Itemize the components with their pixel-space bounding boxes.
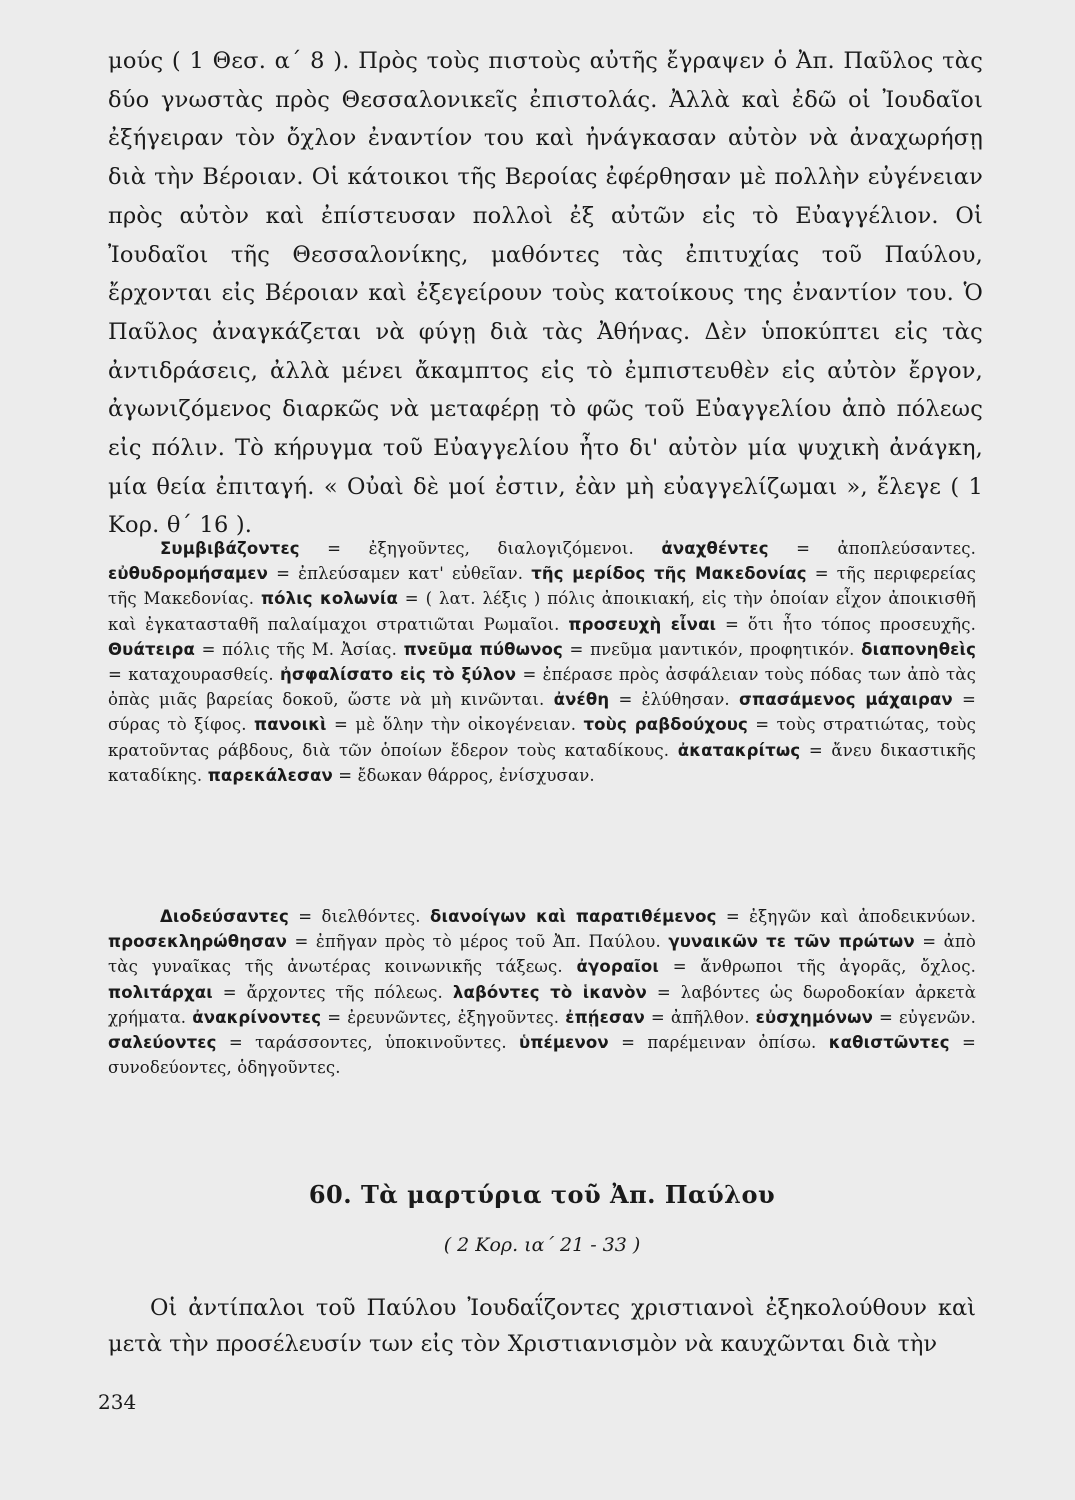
glossary-term: ἠσφαλίσατο εἰς τὸ ξύλον <box>279 665 517 685</box>
glossary-definition: διελθόντες. <box>321 907 421 926</box>
glossary-term: Διοδεύσαντες <box>160 907 289 926</box>
glossary-definition: ἐπῆγαν πρὸς τὸ μέρος τοῦ Ἀπ. Παύλου. <box>315 932 661 952</box>
glossary-term: διαπονηθεὶς <box>861 639 977 659</box>
section-paragraph: Οἱ ἀντίπαλοι τοῦ Παύλου Ἰουδαΐζοντες χριστιανοὶ ἐξηκολούθουν καὶ μετὰ τὴν προσέλευσίν των εἰς τὸν Χριστιανισμὸν νὰ καυχῶνται διὰ τὴν <box>108 1295 976 1357</box>
glossary-term: ἀγοραῖοι <box>576 957 659 977</box>
glossary-definition: πόλις τῆς Μ. Ἀσίας. <box>222 639 397 659</box>
glossary-term: ἀναχθέντες <box>661 539 769 558</box>
glossary-definition: τῆς περιφερείας τῆς Μακεδονίας. <box>108 564 976 609</box>
glossary-definition: ἀπῆλθον. <box>670 1007 750 1027</box>
glossary-definition: ταράσσοντες, ὑποκινοῦντες. <box>255 1033 507 1053</box>
glossary-definition: ἐξηγοῦντες, διαλογιζόμενοι. <box>368 539 634 558</box>
glossary-entry: πόλις κολωνία = ( λατ. λέξις ) πόλις ἀποικιακή, εἰς τὴν ὁποίαν εἶχον ἀποικισθῆ καὶ ἐγκατασταθῆ παλαίμαχοι στρατιῶται Ρωμαῖοι. <box>108 589 977 634</box>
glossary-term: εὐθυδρομήσαμεν <box>108 564 269 584</box>
glossary-definition: παρέμειναν ὀπίσω. <box>647 1033 817 1053</box>
glossary-entry: διαπονηθεὶς = καταχουρασθείς. <box>108 639 977 685</box>
glossary-entry: Διοδεύσαντες = διελθόντες. <box>160 907 421 926</box>
glossary-definition: εὐγενῶν. <box>899 1007 976 1027</box>
glossary-definition: ἀποπλεύσαντες. <box>837 539 976 558</box>
glossary-entry: ἀγοραῖοι = ἄνθρωποι τῆς ἀγορᾶς, ὄχλος. <box>576 957 976 977</box>
glossary-term: τῆς μερίδος τῆς Μακεδονίας <box>531 564 807 584</box>
glossary-term: πόλις κολωνία <box>260 589 398 609</box>
glossary-definition: συνοδεύοντες, ὁδηγοῦντες. <box>108 1058 341 1078</box>
glossary-term: παρεκάλεσαν <box>207 765 333 785</box>
section-heading: 60. Τὰ μαρτύρια τοῦ Ἀπ. Παύλου <box>308 1180 776 1209</box>
glossary-term: γυναικῶν τε τῶν πρώτων <box>668 932 915 952</box>
glossary-term: σπασάμενος μάχαιραν <box>739 690 953 710</box>
section-reference: ( 2 Κορ. ια΄ 21 - 33 ) <box>443 1234 641 1256</box>
glossary-term: καθιστῶντες <box>828 1033 950 1053</box>
glossary-entry: τῆς μερίδος τῆς Μακεδονίας = τῆς περιφερείας τῆς Μακεδονίας. <box>108 564 976 609</box>
glossary-entry: καθιστῶντες = συνοδεύοντες, ὁδηγοῦντες. <box>108 1033 977 1078</box>
glossary-term: Θυάτειρα <box>108 639 195 659</box>
glossary-term: σαλεύοντες <box>108 1033 217 1053</box>
glossary-entry: ἀνέθη = ἐλύθησαν. <box>553 690 730 710</box>
glossary-term: προσεκληρώθησαν <box>108 932 288 952</box>
glossary-term: Συμβιβάζοντες <box>160 539 300 558</box>
glossary-definition: σύρας τὸ ξίφος. <box>108 715 247 735</box>
glossary-entry: πανοικὶ = μὲ ὅλην τὴν οἰκογένειαν. <box>254 715 577 735</box>
glossary-definition: πνεῦμα μαντικόν, προφητικόν. <box>590 639 855 659</box>
glossary-entry: προσεκληρώθησαν = ἐπῆγαν πρὸς τὸ μέρος τοῦ Ἀπ. Παύλου. <box>108 932 661 952</box>
glossary-entry: σαλεύοντες = ταράσσοντες, ὑποκινοῦντες. <box>108 1033 507 1053</box>
page-number: 234 <box>98 1390 137 1414</box>
glossary-term: πολιτάρχαι <box>108 982 213 1002</box>
glossary-definition: ἐξηγῶν καὶ ἀποδεικνύων. <box>749 907 976 926</box>
glossary-entry: ἀναχθέντες = ἀποπλεύσαντες. <box>661 539 976 558</box>
glossary-definition: ἐλύθησαν. <box>641 690 730 710</box>
glossary-entry: παρεκάλεσαν = ἔδωκαν θάρρος, ἐνίσχυσαν. <box>207 765 595 785</box>
glossary-term: ἀκατακρίτως <box>677 740 801 760</box>
glossary-entry: τοὺς ραβδούχους = τοὺς στρατιώτας, τοὺς κρατοῦντας ράβδους, διὰ τῶν ὁποίων ἔδερον τοὺς καταδίκους. <box>108 715 976 760</box>
glossary-definition: ἄρχοντες τῆς πόλεως. <box>246 982 443 1002</box>
main-paragraph: μούς ( 1 Θεσ. α΄ 8 ). Πρὸς τοὺς πιστοὺς αὐτῆς ἔγραψεν ὁ Ἀπ. Παῦλος τὰς δύο γνωστὰς πρὸς Θεσσαλονικεῖς ἐπιστολάς. Ἀλλὰ καὶ ἐδῶ οἱ Ἰουδαῖοι ἐξήγειραν τὸν ὄχλον ἐναντίον του καὶ ἠνάγκασαν αὐτὸν νὰ ἀναχωρήσῃ διὰ τὴν Βέροιαν. Οἱ κάτοικοι τῆς Βεροίας ἐφέρθησαν μὲ πολλὴν εὐγένειαν πρὸς αὐτὸν καὶ ἐπίστευσαν πολλοὶ ἐξ αὐτῶν εἰς τὸ Εὐαγγέλιον. Οἱ Ἰουδαῖοι τῆς Θεσσαλονίκης, μαθόντες τὰς ἐπιτυχίας τοῦ Παύλου, ἔρχονται εἰς Βέροιαν καὶ ἐξεγείρουν τοὺς κατοίκους της ἐναντίον του. Ὁ Παῦλος ἀναγκάζεται νὰ φύγῃ διὰ τὰς Ἀθήνας. Δὲν ὑποκύπτει εἰς τὰς ἀντιδράσεις, ἀλλὰ μένει ἄκαμπτος εἰς τὸ ἐμπιστευθὲν εἰς αὐτὸν ἔργον, ἀγωνιζόμενος διαρκῶς νὰ μεταφέρῃ τὸ φῶς τοῦ Εὐαγγελίου ἀπὸ πόλεως εἰς πόλιν. Τὸ κήρυγμα τοῦ Εὐαγγελίου ἦτο δι' αὐτὸν μία ψυχικὴ ἀνάγκη, μία θεία ἐπιταγή. « Οὐαὶ δὲ μοί ἐστιν, ἐὰν μὴ εὐαγγελίζωμαι », ἔλεγε ( 1 Κορ. θ΄ 16 ). <box>108 48 983 539</box>
glossary-definition: ἐπέρασε πρὸς ἀσφάλειαν τοὺς πόδας των ἀπὸ τὰς ὀπὰς μιᾶς βαρείας δοκοῦ, ὥστε νὰ μὴ κινῶνται. <box>108 665 976 710</box>
glossary-entry: Θυάτειρα = πόλις τῆς Μ. Ἀσίας. <box>108 639 397 659</box>
glossary-entry: ἀκατακρίτως = ἄνευ δικαστικῆς καταδίκης. <box>108 740 976 785</box>
glossary-entry: γυναικῶν τε τῶν πρώτων = ἀπὸ τὰς γυναῖκας τῆς ἀνωτέρας κοινωνικῆς τάξεως. <box>108 932 977 977</box>
glossary-definition: τοὺς στρατιώτας, τοὺς κρατοῦντας ράβδους, διὰ τῶν ὁποίων ἔδερον τοὺς καταδίκους. <box>108 715 976 760</box>
glossary-block-2 <box>108 904 976 1080</box>
glossary-entry: ὑπέμενον = παρέμειναν ὀπίσω. <box>519 1033 817 1053</box>
glossary-entry: ἠσφαλίσατο εἰς τὸ ξύλον = ἐπέρασε πρὸς ἀσφάλειαν τοὺς πόδας των ἀπὸ τὰς ὀπὰς μιᾶς βαρείας δοκοῦ, ὥστε νὰ μὴ κινῶνται. <box>108 665 976 710</box>
glossary-definition: ἐρευνῶντες, ἐξηγοῦντες. <box>347 1007 560 1027</box>
glossary-term: προσευχὴ εἶναι <box>568 614 717 634</box>
glossary-definition: ( λατ. λέξις ) πόλις ἀποικιακή, εἰς τὴν ὁποίαν εἶχον ἀποικισθῆ καὶ ἐγκατασταθῆ παλαίμαχοι στρατιῶται Ρωμαῖοι. <box>108 589 977 634</box>
glossary-definition: μὲ ὅλην τὴν οἰκογένειαν. <box>355 715 577 735</box>
glossary-term: πανοικὶ <box>254 715 327 735</box>
glossary-definition: ἀπὸ τὰς γυναῖκας τῆς ἀνωτέρας κοινωνικῆς τάξεως. <box>108 932 977 977</box>
glossary-entry: ἀνακρίνοντες = ἐρευνῶντες, ἐξηγοῦντες. <box>192 1007 560 1027</box>
glossary-definition: ὅτι ἦτο τόπος προσευχῆς. <box>747 614 976 634</box>
glossary-entry: εὐθυδρομήσαμεν = ἐπλεύσαμεν κατ' εὐθεῖαν. <box>108 564 524 584</box>
glossary-entry: ἐπῄεσαν = ἀπῆλθον. <box>565 1007 750 1027</box>
glossary-definition: καταχουρασθείς. <box>128 665 274 685</box>
glossary-block-1 <box>108 536 976 788</box>
glossary-term: εὐσχημόνων <box>755 1007 874 1027</box>
glossary-entry: πνεῦμα πύθωνος = πνεῦμα μαντικόν, προφητικόν. <box>403 639 855 659</box>
glossary-term: τοὺς ραβδούχους <box>583 715 748 735</box>
glossary-entry: προσευχὴ εἶναι = ὅτι ἦτο τόπος προσευχῆς. <box>568 614 976 634</box>
glossary-term: διανοίγων καὶ παρατιθέμενος <box>430 907 717 926</box>
glossary-entry: Συμβιβάζοντες = ἐξηγοῦντες, διαλογιζόμενοι. <box>160 539 634 558</box>
glossary-term: ἐπῄεσαν <box>565 1007 645 1027</box>
glossary-definition: ἐπλεύσαμεν κατ' εὐθεῖαν. <box>298 564 524 584</box>
glossary-definition: λαβόντες ὡς δωροδοκίαν ἀρκετὰ χρήματα. <box>108 982 976 1027</box>
glossary-entry: εὐσχημόνων = εὐγενῶν. <box>755 1007 976 1027</box>
glossary-definition: ἄνευ δικαστικῆς καταδίκης. <box>108 740 976 785</box>
glossary-entry: πολιτάρχαι = ἄρχοντες τῆς πόλεως. <box>108 982 443 1002</box>
glossary-term: λαβόντες τὸ ἱκανὸν <box>452 982 647 1002</box>
glossary-term: ἀνέθη <box>553 690 610 710</box>
glossary-entry: λαβόντες τὸ ἱκανὸν = λαβόντες ὡς δωροδοκίαν ἀρκετὰ χρήματα. <box>108 982 976 1027</box>
glossary-entry: διανοίγων καὶ παρατιθέμενος = ἐξηγῶν καὶ ἀποδεικνύων. <box>430 907 976 926</box>
glossary-term: ὑπέμενον <box>519 1033 609 1053</box>
glossary-definition: ἔδωκαν θάρρος, ἐνίσχυσαν. <box>357 765 595 785</box>
glossary-term: ἀνακρίνοντες <box>192 1007 322 1027</box>
glossary-term: πνεῦμα πύθωνος <box>403 639 563 659</box>
glossary-entry: σπασάμενος μάχαιραν = σύρας τὸ ξίφος. <box>108 690 976 735</box>
glossary-definition: ἄνθρωποι τῆς ἀγορᾶς, ὄχλος. <box>700 957 976 977</box>
